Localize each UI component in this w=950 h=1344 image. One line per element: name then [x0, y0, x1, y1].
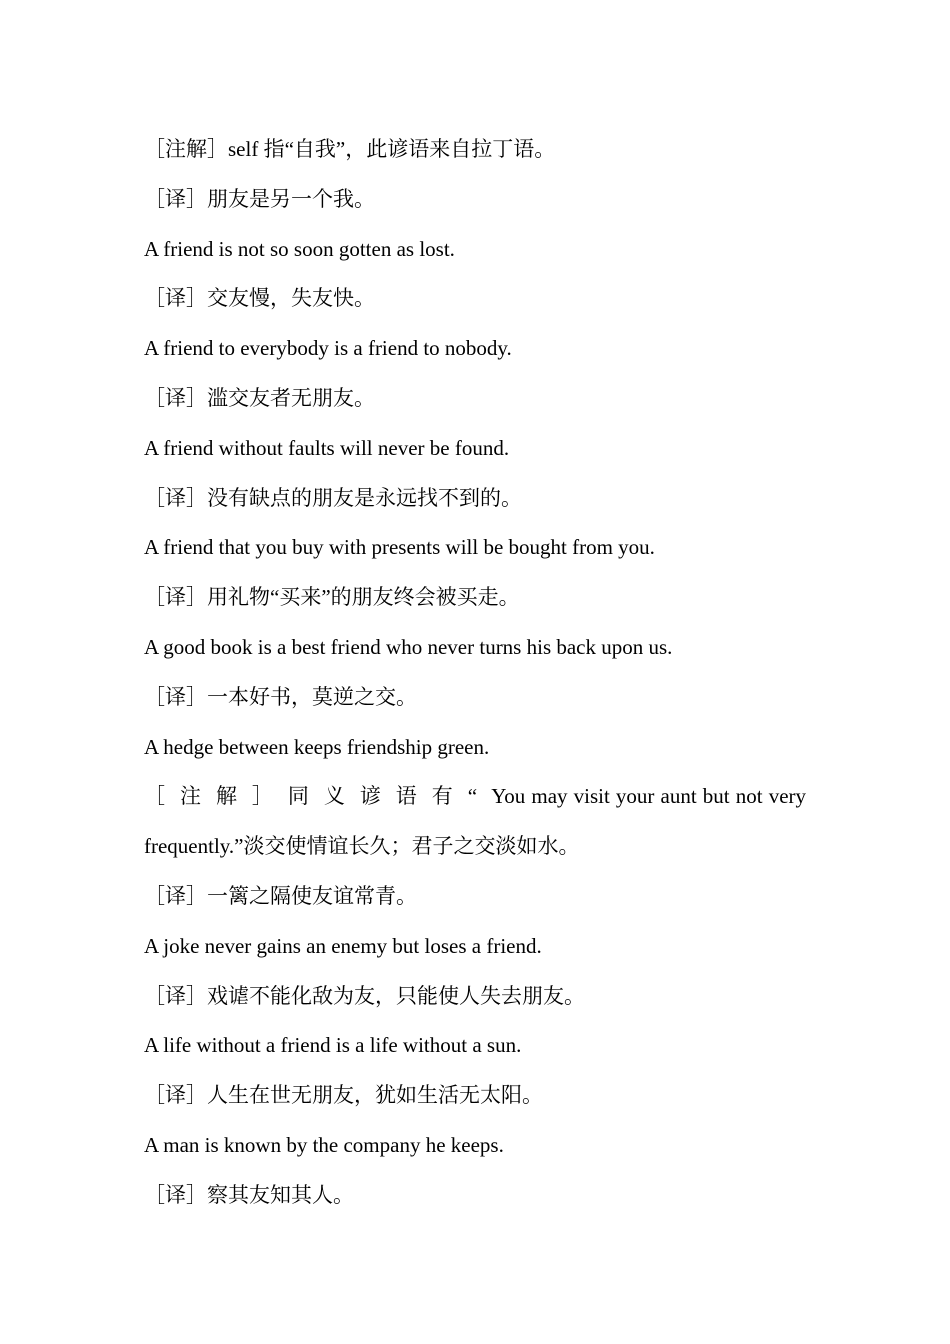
translation-line: ［译］朋友是另一个我。: [144, 186, 375, 211]
proverb-line: A hedge between keeps friendship green.: [144, 734, 490, 759]
proverb-line: A life without a friend is a life without a sun.: [144, 1033, 522, 1058]
document-page: [144, 125, 806, 1221]
translation-line: ［译］没有缺点的朋友是永远找不到的。: [144, 485, 522, 510]
translation-line: ［译］一本好书，莫逆之交。: [144, 684, 417, 709]
proverb-line: A friend that you buy with presents will be bought from you.: [144, 535, 655, 560]
translation-line: ［译］察其友知其人。: [144, 1182, 354, 1207]
note-prefix: ［ 注 解 ］ 同 义 谚 语 有 “: [144, 784, 482, 809]
proverb-line: A friend is not so soon gotten as lost.: [144, 236, 455, 261]
proverb-line: A good book is a best friend who never turns his back upon us.: [144, 634, 673, 659]
translation-line: ［译］用礼物“买来”的朋友终会被买走。: [144, 585, 520, 610]
proverb-line: A friend without faults will never be found.: [144, 435, 510, 460]
proverb-line: A joke never gains an enemy but loses a friend.: [144, 933, 542, 958]
translation-line: ［译］一篱之隔使友谊常青。: [144, 883, 417, 908]
proverb-line: A friend to everybody is a friend to nobody.: [144, 336, 512, 361]
note-line: ［注解］self 指“自我”，此谚语来自拉丁语。: [144, 137, 556, 161]
note-english: You may visit your aunt but not very: [491, 784, 807, 809]
proverb-line: A man is known by the company he keeps.: [144, 1132, 504, 1157]
note-line-justified: [144, 772, 806, 822]
note-continuation-line: frequently.”淡交使情谊长久；君子之交淡如水。: [144, 834, 580, 859]
translation-line: ［译］戏谑不能化敌为友，只能使人失去朋友。: [144, 983, 585, 1008]
translation-line: ［译］滥交友者无朋友。: [144, 385, 375, 410]
translation-line: ［译］交友慢，失友快。: [144, 286, 375, 311]
translation-line: ［译］人生在世无朋友，犹如生活无太阳。: [144, 1083, 543, 1108]
